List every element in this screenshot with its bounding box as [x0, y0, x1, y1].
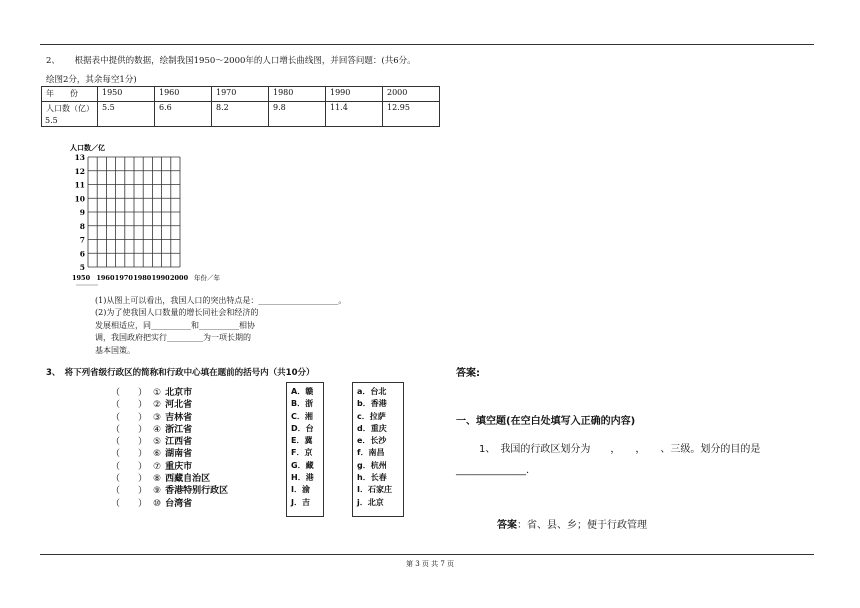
table-cell: 5.5: [98, 102, 155, 127]
abbreviation-option: C．湘: [291, 411, 313, 421]
province-name: 河北省: [165, 400, 193, 411]
y-axis-label: 人口数／亿: [70, 144, 105, 152]
item-number: ②: [153, 400, 162, 411]
table-cell: 12.95: [383, 102, 440, 127]
answer-bracket[interactable]: （ ）: [111, 449, 148, 460]
q3-item-list: [111, 385, 228, 508]
table-cell: 1980: [269, 87, 326, 102]
table-cell: 2000: [383, 87, 440, 102]
answer-text: ：省、县、乡；便于行政管理: [517, 520, 647, 531]
list-item: [111, 397, 228, 409]
q2-question-1: (1)从图上可以看出，我国人口的突出特点是：____________________。: [95, 296, 347, 305]
x-tick-label: 1980: [133, 274, 152, 282]
abbreviation-box: [286, 382, 324, 517]
table-cell: 1950: [98, 87, 155, 102]
province-name: 湖南省: [165, 449, 193, 460]
table-cell: 8.2: [212, 102, 269, 127]
y-tick-label: 7: [79, 235, 85, 245]
answers-label: 答案:: [456, 368, 480, 379]
capital-option: j．北京: [357, 497, 384, 507]
capital-option: I．石家庄: [357, 485, 392, 495]
x-tick-label: 1950: [72, 274, 91, 282]
list-item: [111, 446, 228, 458]
province-name: 浙江省: [165, 424, 193, 435]
y-tick-label: 12: [74, 166, 85, 176]
answer-question-1-line1: 1、 我国的行政区划分为 ， ， 、三级。划分的目的是: [479, 444, 761, 455]
x-tick-label: 1970: [114, 274, 133, 282]
abbreviation-option: G．藏: [291, 460, 314, 470]
q2-question-2-line1: (2)为了使我国人口数量的增长同社会和经济的: [95, 308, 259, 318]
answer-1: [497, 516, 647, 531]
y-tick-label: 9: [79, 208, 85, 217]
province-name: 北京市: [165, 388, 193, 398]
table-cell: 9.8: [269, 102, 326, 127]
abbreviation-option: H．港: [291, 473, 314, 483]
table-cell: 1960: [155, 87, 212, 102]
x-tick-label: 2000: [170, 274, 189, 282]
bottom-rule: [40, 554, 814, 555]
item-number: ⑩: [153, 498, 162, 509]
answer-bracket[interactable]: （ ）: [111, 437, 148, 448]
q2-number: 2、: [46, 56, 60, 66]
page-footer: 第 3 页 共 7 页: [405, 560, 455, 568]
capital-option: g．杭州: [357, 460, 387, 470]
capital-option: e．长沙: [357, 436, 387, 446]
table-cell: 11.4: [326, 102, 383, 127]
capital-option: h．长春: [357, 473, 387, 483]
q2-question-2-line4: 基本国策。: [95, 345, 135, 355]
answer-label: 答案: [497, 520, 517, 531]
capital-box: [352, 382, 404, 517]
answer-bracket[interactable]: （ ）: [111, 424, 148, 435]
item-number: ⑧: [153, 474, 162, 485]
x-axis-label: 年份／年: [194, 274, 220, 282]
q2-question-2-line3: 调，我国政府把实行_________为一项长期的: [95, 333, 251, 343]
abbreviation-option: D．台: [291, 423, 314, 433]
province-name: 台湾省: [165, 498, 193, 509]
table-header-label: 年 份: [42, 87, 98, 102]
item-number: ⑥: [153, 449, 162, 460]
answer-bracket[interactable]: （ ）: [111, 400, 148, 411]
province-name: 江西省: [165, 437, 193, 448]
y-tick-label: 8: [79, 221, 85, 231]
q2-questions: [95, 295, 346, 357]
y-tick-label: 10: [74, 194, 85, 204]
answer-question-1-line2: ______________.: [456, 465, 530, 476]
y-tick-label: 5: [79, 263, 85, 272]
abbreviation-option: B．浙: [291, 399, 314, 409]
y-tick-label: 13: [74, 153, 85, 162]
capital-option: a．台北: [357, 387, 387, 396]
y-tick-label: 6: [79, 249, 85, 259]
province-name: 香港特别行政区: [165, 486, 229, 497]
answer-bracket[interactable]: （ ）: [111, 474, 148, 485]
province-name: 吉林省: [165, 412, 193, 423]
q2-title-text: 根据表中提供的数据，绘制我国1950～2000年的人口增长曲线图，并回答问题：(共6分。: [74, 56, 416, 66]
answer-bracket[interactable]: （ ）: [111, 498, 148, 509]
section-title: 一、填空题(在空白处填写入正确的内容): [456, 416, 636, 427]
item-number: ④: [153, 424, 162, 435]
item-number: ③: [153, 412, 162, 423]
list-item: [111, 496, 228, 508]
y-tick-label: 11: [74, 180, 85, 190]
answer-bracket[interactable]: （ ）: [111, 486, 148, 497]
list-item: [111, 434, 228, 446]
answer-bracket[interactable]: （ ）: [111, 461, 148, 472]
capital-option: b．香港: [357, 399, 387, 409]
table-row: [42, 102, 440, 127]
table-cell: 1970: [212, 87, 269, 102]
abbreviation-option: I．渝: [291, 485, 310, 495]
capital-option: c．拉萨: [357, 411, 386, 421]
province-name: 重庆市: [165, 461, 193, 472]
table-row: [42, 87, 440, 102]
abbreviation-option: F．京: [291, 448, 313, 458]
item-number: ⑤: [153, 437, 162, 448]
province-name: 西藏自治区: [165, 474, 211, 485]
list-item: [111, 385, 228, 397]
list-item: [111, 459, 228, 471]
item-number: ⑨: [153, 486, 162, 497]
item-number: ①: [153, 388, 162, 398]
table-overflow-value: 5.5: [45, 116, 58, 125]
list-item: [111, 410, 228, 422]
q2-question-2-line2: 发展相适应，同__________和__________相协: [95, 320, 255, 330]
table-cell: 1990: [326, 87, 383, 102]
top-rule: [40, 44, 814, 45]
abbreviation-option: A．赣: [291, 387, 314, 396]
table-row-label: 人口数（亿）: [42, 102, 98, 127]
item-number: ⑦: [153, 461, 162, 472]
abbreviation-option: E．冀: [291, 436, 313, 446]
capital-option: f．南昌: [357, 448, 385, 458]
list-item: [111, 422, 228, 434]
table-cell: 6.6: [155, 102, 212, 127]
x-tick-label: 1960: [96, 274, 115, 282]
q3-title: 3、 将下列省级行政区的简称和行政中心填在题前的括号内（共10分）: [46, 368, 315, 378]
population-table: [41, 86, 440, 127]
q2-subtitle: 绘图2分，其余每空1分): [46, 75, 137, 85]
capital-option: d．重庆: [357, 423, 387, 433]
answer-bracket[interactable]: （ ）: [111, 388, 148, 398]
q2-title: [46, 54, 416, 66]
answer-bracket[interactable]: （ ）: [111, 412, 148, 423]
list-item: [111, 471, 228, 483]
abbreviation-option: J．吉: [291, 497, 310, 507]
list-item: [111, 483, 228, 495]
x-tick-label: 1990: [151, 274, 170, 282]
population-grid-chart: [68, 140, 233, 290]
